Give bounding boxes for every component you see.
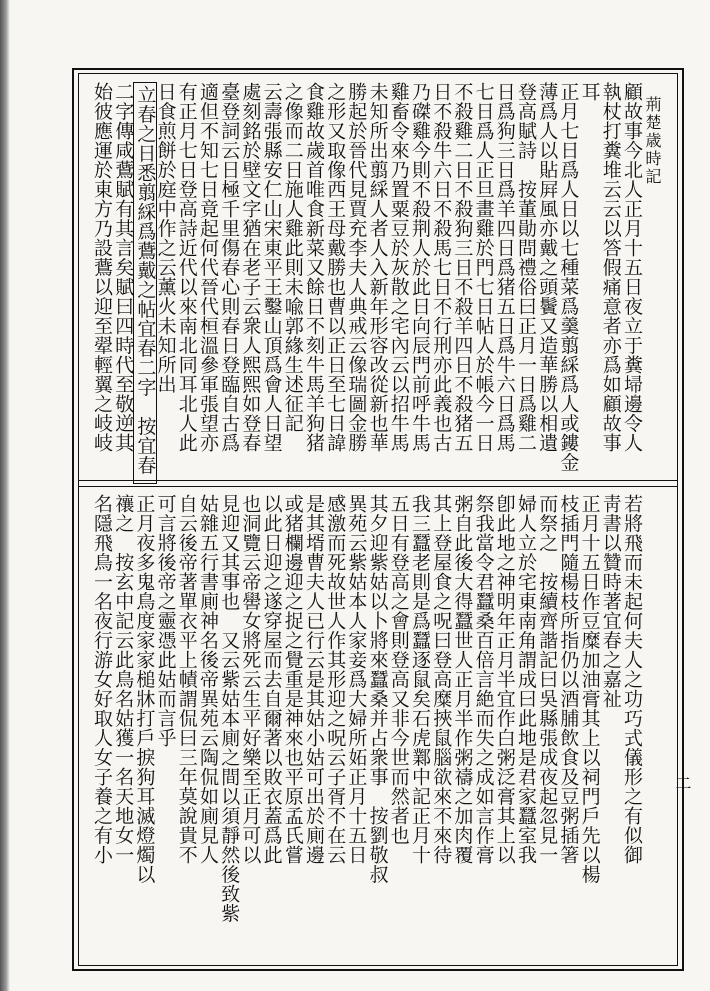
text-column: 顧故事今北人正月十五日夜立于糞埽邊令人: [621, 82, 643, 453]
text-column: 禳之 按玄中記云此鳥名姑獲一名天地女一: [112, 494, 135, 865]
text-column: 不殺雞二日不殺狗三日不殺羊四日不殺猪五: [451, 82, 474, 453]
text-column: 是其壻曹夫人已行云是其姑小姑可出於廁邊: [303, 494, 325, 865]
text-column: 感激而死故世人作其形迎之呪云子胥不在云: [324, 494, 347, 865]
text-column: 食雞故歲首唯食新菜又餘日不刻牛馬羊狗猪: [303, 82, 325, 453]
section-divider: [78, 480, 678, 481]
text-column: 適但不知七日竟起何代晉代桓溫參軍張望亦: [197, 82, 219, 453]
text-column: 枝插門隨楊枝所指仍以酒脯飲食及豆粥插箸: [557, 494, 580, 865]
text-column: 卽此地之神明年正月半宜作白粥泛膏其上以: [493, 494, 516, 865]
text-column: 正月十五日作豆糜加油膏其上以祠門戶先以楊: [578, 494, 601, 884]
text-column: 見迎又其事也 又云紫姑本廁之間以須靜然後致紫: [218, 494, 241, 923]
text-column: 勝起於晉代見賈充李夫人典戒云像瑞圖金勝: [345, 82, 368, 453]
text-column: 若將飛而未起何夫人之功巧式儀形之有似御: [621, 494, 643, 865]
text-column: 二字傳咸鷰賦有其言矣賦曰四時代至敬逆其: [112, 82, 135, 453]
text-column: 之像而二日施人雞此則未喩郭緣生述征記: [281, 82, 304, 433]
text-column: 其上登屋食之呪曰登高糜挾鼠腦欲來不來待: [430, 494, 453, 865]
text-column: 正月七日爲人日以七種菜爲羹翦綵爲人或鏤金: [557, 82, 580, 472]
text-column: 異苑云紫姑本人家妾爲大婦所妬正月十五日: [345, 494, 368, 865]
text-column: 始彼應運於東方乃設鷰以迎至翚輕翼之岐岐: [91, 82, 113, 453]
text-column: 而祭之 按續齊諧記曰吳縣張成夜起忽見一: [536, 494, 559, 865]
text-column: 執杖打糞堆云云以答假痛意者亦爲如顧故事: [599, 82, 622, 453]
text-column: 或猪欄邊迎之捉之覺重是神來也平原孟氏嘗: [281, 494, 304, 865]
text-column: 臺登詞云日極千里傷春心則春日登臨自古爲: [218, 82, 241, 453]
text-column: 日食煎餅於庭中作之云薰火未知所出: [154, 82, 177, 394]
text-column: 薄爲人以貼屛風亦戴之頭鬢又造華勝以相遺: [536, 82, 559, 453]
text-column: 處刻銘於壁文字猶在老子云衆人熙熙如登春: [239, 82, 262, 453]
text-column: 婦人立於宅東南角謂成曰此地是君家蠶室我: [515, 494, 537, 865]
section-divider-double: [78, 486, 678, 487]
text-column: 雞畜令來乃置粟豆於灰散之宅內云以招牛馬: [387, 82, 410, 453]
text-column: 正月夜多鬼鳥度家家槌牀打戶捩狗耳滅燈燭以: [133, 494, 156, 884]
text-column: 立春之日悉翦綵爲鷰戴之帖宜春二字 按宜春: [133, 82, 157, 484]
text-column: 我三蠶老則是爲蠶逐鼠矣石虎鄴中記正月十: [409, 494, 431, 865]
page-number: 二: [673, 775, 692, 791]
text-column: 日爲狗三日爲羊四日爲猪五日爲牛六日爲馬: [493, 82, 516, 453]
text-column: 未知所出翦綵人者人入新年形容改從新也華: [366, 82, 389, 453]
text-column: 以此日迎之遂穿屋而去自爾著以敗衣蓋爲此: [260, 494, 283, 865]
text-column: 乃磔雞今則不殺荆人於此日向辰門前呼牛馬: [409, 82, 431, 453]
text-column: 耳: [578, 82, 601, 102]
text-column: 七日爲人正旦畫雞於門七日帖人於帳今一日: [472, 82, 495, 453]
text-column: 可言將後帝之靈憑此姑而言乎: [154, 494, 177, 748]
binding-shadow: [0, 0, 10, 991]
text-column: 云壽張縣安仁山宋東平王鑿山頂爲會人日望: [260, 82, 283, 453]
text-column: 靑書以贊時著宜春之嘉祉: [599, 494, 622, 709]
text-column: 粥自此後大得蠶世人正月半作粥禱之加肉覆: [451, 494, 474, 865]
text-column: 其夕迎紫姑以卜將來蠶桑并占衆事 按劉敬叔: [366, 494, 389, 884]
text-column: 名隱飛鳥一名夜行游女好取人女子養之有小: [91, 494, 113, 865]
text-column: 祭我當令君蠶桑百倍言絶而失之成如言作膏: [472, 494, 495, 865]
text-column: 有正月七日登高詩近代以來南北同耳北人此: [175, 82, 198, 453]
text-column: 也洞覽云帝嚳女將死云生平好樂至正月可以: [239, 494, 262, 865]
text-column: 自云後帝著單衣平上幘謂侃曰三年莫說貴不: [175, 494, 198, 865]
text-column: 登高賦詩 按董勛問禮俗曰正月一日爲雞二: [515, 82, 537, 453]
text-column: 五日有登高之會則登高又非今世而然者也: [387, 494, 410, 845]
text-column: 日不殺牛六日不殺馬七日不行刑亦此義也古: [430, 82, 453, 453]
text-column: 之形又取像西王母戴勝也曹以正日至七日諱: [324, 82, 347, 453]
book-title: 荊楚歳時記: [643, 96, 662, 186]
text-column: 姑雜五行書廁神名後帝異苑云陶侃如廁見人: [197, 494, 219, 865]
